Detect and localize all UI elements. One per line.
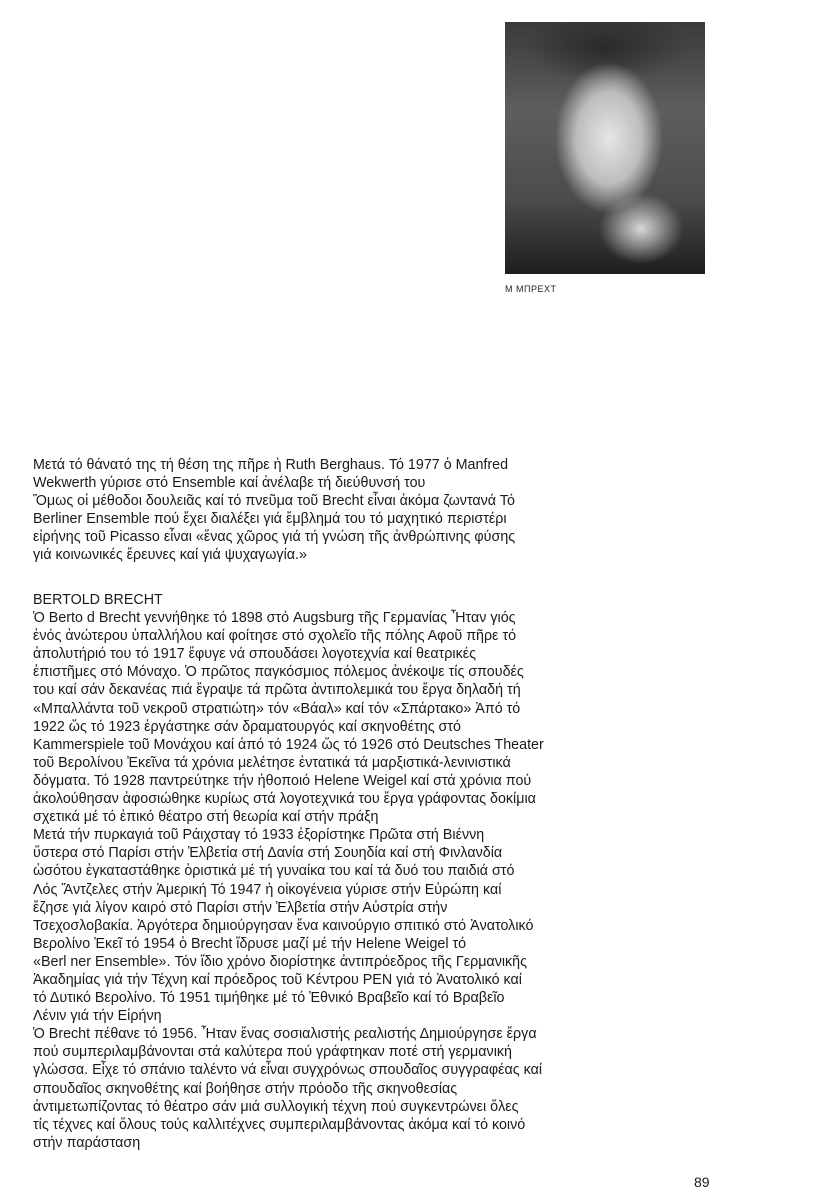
text-line: πού συμπεριλαμβάνονται στά καλύτερα πού γράφτηκαν ποτέ στή γερμανική [33, 1044, 512, 1061]
text-line: ἔζησε γιά λίγον καιρό στό Παρίσι στήν Ἐλβετία στήν Αὐστρία στήν [33, 899, 448, 916]
text-line: γιά κοινωνικές ἔρευνες καί γιά ψυχαγωγία.» [33, 547, 307, 564]
text-line: «Berl ner Ensemble». Τόν ἴδιο χρόνο διορίστηκε ἀντιπρόεδρος τῆς Γερμανικῆς [33, 953, 528, 970]
text-line: Λένιν γιά τήν Εἰρήνη [33, 1008, 162, 1025]
text-line: «Μπαλλάντα τοῦ νεκροῦ στρατιώτη» τόν «Βάαλ» καί τόν «Σπάρτακο» Ἀπό τό [33, 700, 521, 717]
text-line: Wekwerth γύρισε στό Ensemble καί ἀνέλαβε τή διεύθυνσή του [33, 475, 426, 492]
text-line: στήν παράσταση [33, 1134, 141, 1151]
text-line: σπουδαῖος σκηνοθέτης καί βοήθησε στήν πρόοδο τῆς σκηνοθεσίας [33, 1080, 458, 1097]
text-line: Λός Ἄντζελες στήν Ἀμερική Τό 1947 ἡ οἰκογένεια γύρισε στήν Εὐρώπη καί [33, 881, 502, 898]
photo-caption: Μ ΜΠΡΕΧΤ [505, 284, 557, 294]
text-line: Ὅμως οἱ μέθοδοι δουλειᾶς καί τό πνεῦμα τοῦ Brecht εἶναι ἀκόμα ζωντανά Τό [33, 493, 515, 510]
text-line: Ὁ Brecht πέθανε τό 1956. Ἦταν ἕνας σοσιαλιστής ρεαλιστής Δημιούργησε ἔργα [33, 1026, 537, 1043]
text-line: ἀπολυτήριό του τό 1917 ἔφυγε νά σπουδάσει λογοτεχνία καί θεατρικές [33, 646, 476, 663]
portrait-photo [505, 22, 705, 274]
text-line: ἀντιμετωπίζοντας τό θέατρο σάν μιά συλλογική τέχνη πού συγκεντρώνει ὅλες [33, 1098, 519, 1115]
text-line: τοῦ Βερολίνου Ἐκεῖνα τά χρόνια μελέτησε ἐντατικά τά μαρξιστικά-λενινιστικά [33, 754, 511, 771]
text-line: τίς τέχνες καί ὅλους τούς καλλιτέχνες συμπεριλαμβάνοντας ἀκόμα καί τό κοινό [33, 1116, 526, 1133]
text-line: γλώσσα. Εἶχε τό σπάνιο ταλέντο νά εἶναι συγχρόνως σπουδαῖος συγγραφέας καί [33, 1062, 543, 1079]
text-line: τό Δυτικό Βερολίνο. Τό 1951 τιμήθηκε μέ τό Ἐθνικό Βραβεῖο καί τό Βραβεῖο [33, 990, 505, 1007]
text-line: δόγματα. Τό 1928 παντρεύτηκε τήν ἠθοποιό Helene Weigel καί στά χρόνια πού [33, 772, 532, 789]
page-number: 89 [694, 1174, 710, 1190]
text-line: εἰρήνης τοῦ Picasso εἶναι «ἕνας χῶρος γιά τή γνώση τῆς ἀνθρώπινης φύσης [33, 529, 516, 546]
text-line: Kammerspiele τοῦ Μονάχου καί ἀπό τό 1924 ὥς τό 1926 στό Deutsches Theater [33, 736, 544, 753]
intro-paragraph [33, 456, 723, 565]
text-line: Βερολίνο Ἐκεῖ τό 1954 ὁ Brecht ἵδρυσε μαζί μέ τήν Helene Weigel τό [33, 935, 467, 952]
text-line: 1922 ὥς τό 1923 ἐργάστηκε σάν δραματουργός καί σκηνοθέτης στό [33, 718, 461, 735]
text-line: σχετικά μέ τό ἐπικό θέατρο στή θεωρία καί στήν πράξη [33, 809, 379, 826]
section-heading: BERTOLD BRECHT [33, 592, 163, 608]
text-line: Μετά τήν πυρκαγιά τοῦ Ράιχσταγ τό 1933 ἐξορίστηκε Πρῶτα στή Βιέννη [33, 827, 485, 844]
text-line: του καί σάν δεκανέας πιά ἔγραψε τά πρῶτα ἀντιπολεμικά του ἔργα δηλαδή τή [33, 682, 521, 699]
text-line: Τσεχοσλοβακία. Ἀργότερα δημιούργησαν ἕνα καινούργιο σπιτικό στό Ἀνατολικό [33, 917, 534, 934]
text-line: Ὁ Berto d Brecht γεννήθηκε τό 1898 στό Augsburg τῆς Γερμανίας Ἦταν γιός [33, 610, 516, 627]
text-line: ὕστερα στό Παρίσι στήν Ἐλβετία στή Δανία στή Σουηδία καί στή Φινλανδία [33, 845, 503, 862]
text-line: ὡσότου ἐγκαταστάθηκε ὁριστικά μέ τή γυναίκα του καί τά δυό του παιδιά στό [33, 863, 515, 880]
text-line: Berliner Ensemble πού ἔχει διαλέξει γιά ἔμβλημά του τό μαχητικό περιστέρι [33, 511, 507, 528]
text-line: ἀκολούθησαν ἀφοσιώθηκε κυρίως στά λογοτεχνικά του ἔργα γράφοντας δοκίμια [33, 791, 536, 808]
text-line: Μετά τό θάνατό της τή θέση της πῆρε ἡ Ruth Berghaus. Τό 1977 ὁ Manfred [33, 457, 509, 473]
text-line: ἐπιστῆμες στό Μόναχο. Ὁ πρῶτος παγκόσμιος πόλεμος ἀνέκοψε τίς σπουδές [33, 664, 524, 681]
text-line: Ἀκαδημίας γιά τήν Τέχνη καί πρόεδρος τοῦ Κέντρου PEN γιά τό Ἀνατολικό καί [33, 971, 522, 988]
biography-section [33, 591, 723, 1152]
text-line: ἑνός ἀνώτερου ὑπαλλήλου καί φοίτησε στό σχολεῖο τῆς πόλης Αφοῦ πῆρε τό [33, 628, 517, 645]
